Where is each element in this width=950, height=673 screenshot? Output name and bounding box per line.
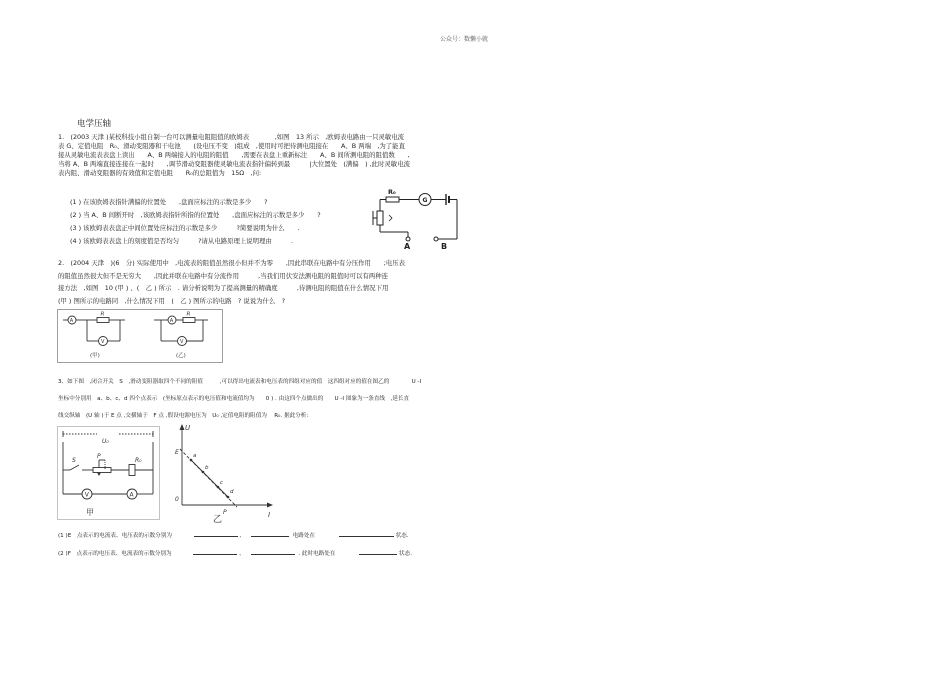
r0-label: R₀ [388,188,396,196]
q3-sub-2 [58,548,412,558]
figure-yi-caption: 乙 [213,515,223,525]
q1-line: 表 G、定值电阻 R₀、滑动变阻器和干电池 (设电压不变 )组成 ,使用时可把待测电阻接在 A、B 两端 ,为了能直 [58,142,405,150]
ohmmeter-circuit-figure [370,183,470,253]
figure-jia-caption: 甲 [86,508,94,517]
answer-blank-f-current[interactable] [251,548,295,555]
separator: 、 [239,551,245,557]
q3-sub2-text: (2 )F 点表示的电压表、电流表的示数分别为 [58,551,172,557]
q1-line: 1. (2003 天津 )某校科技小组自制一台可以测量电阻阻值的欧姆表 ,如图 13 所示 ,欧姆表电路由一只灵敏电流 [58,133,404,141]
point-e-label: E [175,449,179,456]
voltmeter-label: V [84,491,89,499]
q2-line: 接方法 ,如图 10 (甲 ) 、( 乙 ) 所示 . 请分析说明为了提高测量的精确度 ,待测电阻的阻值在什么情况下用 [58,284,389,292]
question-2 [58,257,405,307]
switch-label: S [72,457,76,464]
page-title: 电学压轴 [77,119,112,129]
r0-label: R₀ [135,457,142,464]
q1-line: 当将 A、B 两端直接连接在一起时 ,调节滑动变阻器使灵敏电流表指针偏转到最 |大位置处 (满偏 ) ,此时灵敏电流 [58,160,410,168]
figure-jia-caption: (甲) [90,353,100,359]
q2-line: (甲 ) 图所示的电路同 ,什么情况下用 ( 乙 ) 图所示的电路 ? 说说为什么 ? [58,296,286,305]
q3-sub2-end: 状态. [399,551,412,557]
q3-line: 坐标中分别用 a、b、c、d 四个点表示 (坐标原点表示的电压值和电流值均为 0 ) . 由这四个点做出的 U -I 图象为一条直线 ,延长直 [58,396,410,402]
q1-line: 接从灵敏电流表表盘上读出 A、B 两端接入的电阻的阻值 ,需要在表盘上重新标注 A、B 间所测电阻的阻值数 , [58,151,410,159]
u-i-graph-figure [167,421,277,525]
q3-sub2-mid: . 此时电路处在 [298,551,336,557]
q2-line: 2. (2004 天津 )(6 分) 实际使用中 ,电流表的阻值虽然很小但并不为零 ,因此串联在电路中有分压作用 ;电压表 [58,259,406,267]
answer-blank-f-voltage[interactable] [193,548,237,555]
q3-sub-1 [58,530,409,540]
q1-sub: (1 ) 在该欧姆表指针满偏的位置处 ,盘面应标注的示数是多少 ? [70,198,268,206]
q1-line: 表内阻、滑动变阻器的有效值和定值电阻 R₀的总阻值为 15Ω ,问: [58,169,262,177]
terminal-b-label: B [441,242,448,251]
q3-sub1-mid: 电路处在 [292,533,316,539]
ammeter-label: A [169,318,174,324]
q3-line: 线交纵轴 (U 轴 )于 E 点 ,交横轴于 F 点 ,假设电源电压为 U₀ ,定值电阻的阻值为 R₀. 据此分析: [58,413,309,419]
origin-label: 0 [175,496,179,503]
q1-sub: (3 ) 该欧姆表表盘正中间位置处应标注的示数是多少 ?简要说明为什么 . [70,224,300,232]
q3-line: 3、如下图 ,闭合开关 S ,滑动变阻器取四个不同的阻值 ,可以得出电流表和电压表的四组对应的值 这四组对应的值在图乙的 U -I [58,379,422,385]
separator: 、 [239,533,246,539]
resistor-label: R [100,311,105,318]
page-header: 公众号：数懒小就 [440,36,489,43]
terminal-a-label: A [404,242,411,251]
question-1 [58,133,410,178]
point-b-label: b [205,465,209,471]
answer-blank-e-state[interactable] [339,530,394,537]
ammeter-label: A [129,491,134,499]
point-c-label: c [220,480,224,486]
u-axis-label: U [185,424,191,432]
ammeter-label: A [69,318,74,324]
voltmeter-label: V [180,339,184,345]
resistor-label: R [186,311,191,318]
answer-blank-e-voltage[interactable] [251,530,289,537]
answer-blank-f-state[interactable] [359,548,397,555]
point-a-label: a [193,453,197,459]
q3-sub1-end: 状态. [395,533,409,539]
slider-label: P [97,453,101,460]
q1-sub: (4 ) 该欧姆表表盘上的刻度值是否均匀 ?请从电路原理上说明理由 . [70,237,294,245]
voltammetry-circuits-figure [57,309,223,363]
voltmeter-label: V [101,339,105,345]
q2-line: 的阻值虽然很大但不是无穷大 ,因此并联在电路中有分流作用 ,当我们用伏安法测电阻的阻值时可以有两种连 [58,271,388,280]
q1-subquestions [70,196,321,248]
q3-sub1-text: (1 )E 点表示的电流表、电压表的示数分别为 [58,533,172,539]
i-axis-label: I [268,511,271,519]
u0-label: U₀ [102,438,109,445]
question-3 [58,374,421,425]
galvanometer-label: G [422,197,428,204]
q3-circuit-figure [57,426,160,520]
answer-blank-e-current[interactable] [194,530,238,537]
q1-sub: (2 ) 当 A、B 间断开时 ,该欧姆表指针所指的位置处 ,盘面应标注的示数是多少 ? [70,211,321,219]
figure-yi-caption: (乙) [176,353,186,359]
point-f-label: P [223,509,227,516]
point-d-label: d [230,489,234,495]
